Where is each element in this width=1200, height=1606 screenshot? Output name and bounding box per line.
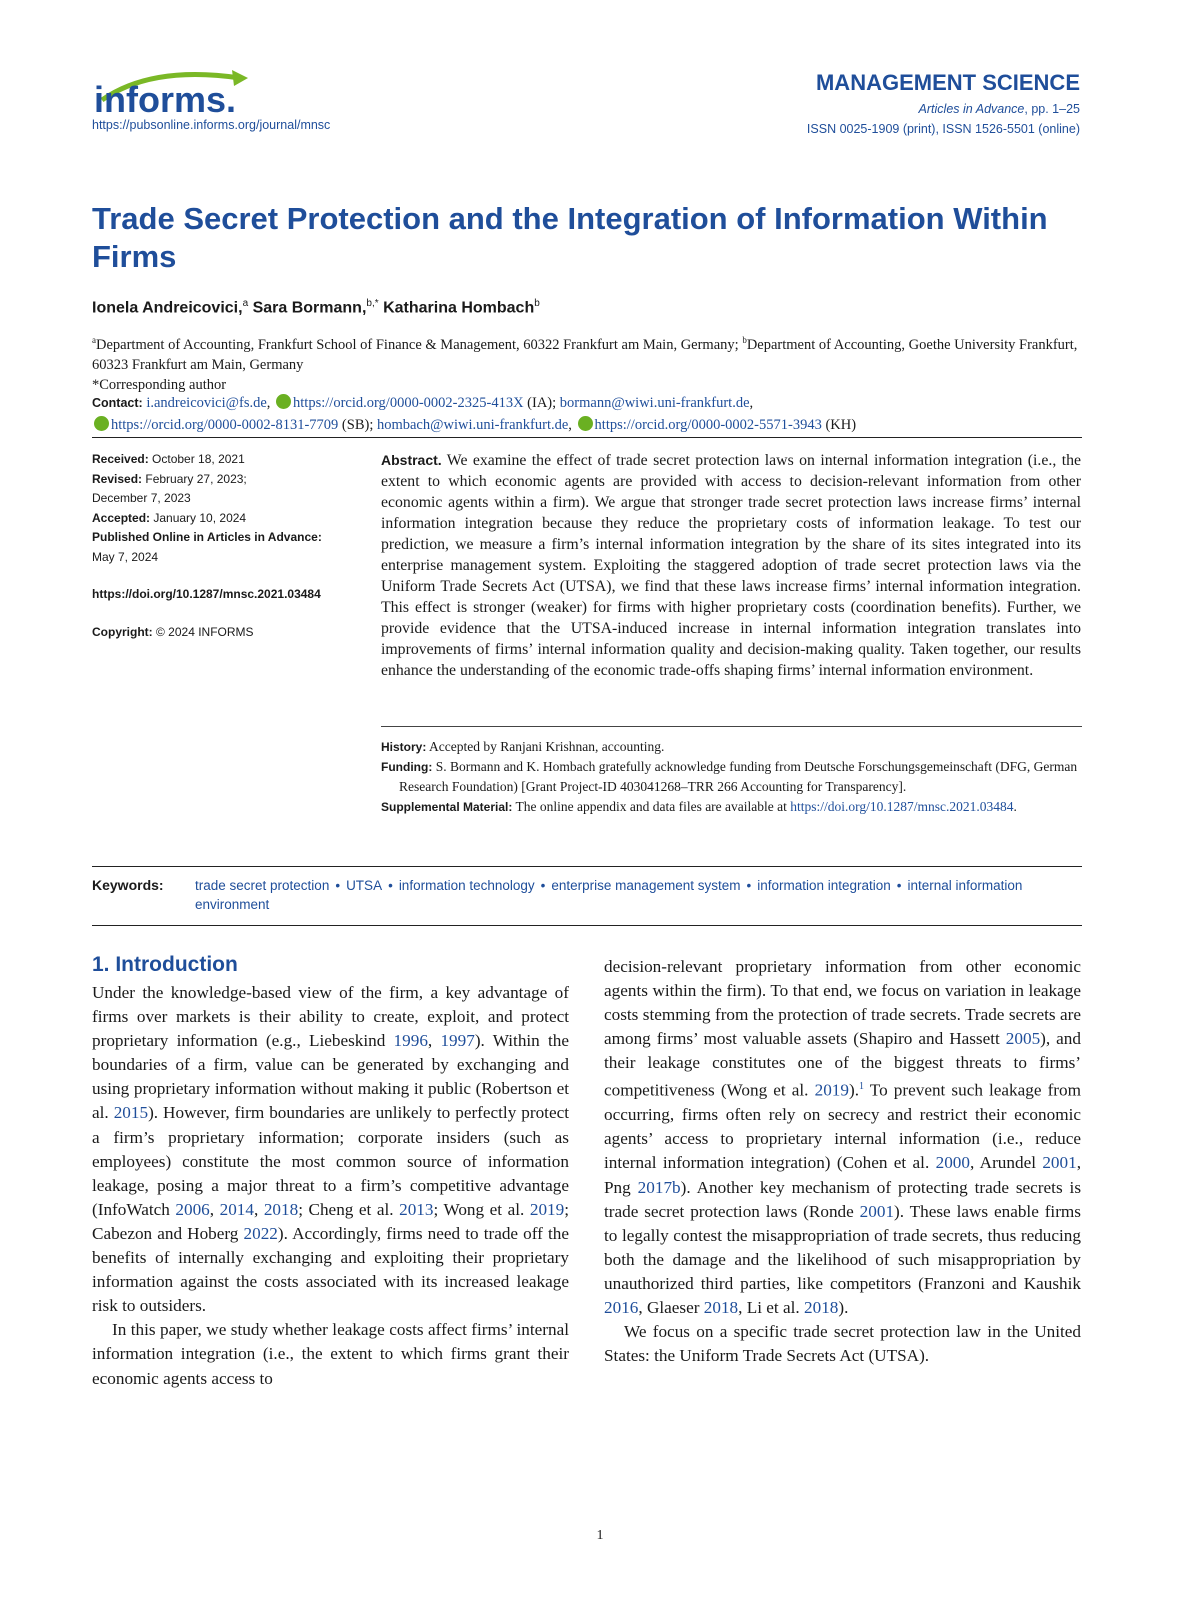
journal-block [807, 70, 1080, 136]
text: To prevent such leakage from occurring, firms often rely on secrecy and restrict their economic agents’ access to proprietary internal information (i.e., reduce internal information integration) (Cohen et al. [604, 1081, 1081, 1173]
author-3-sup: b [534, 298, 540, 309]
revised-label: Revised: [92, 471, 143, 486]
doi-link[interactable]: https://doi.org/10.1287/mnsc.2021.03484 [92, 587, 321, 601]
supplemental-link[interactable]: https://doi.org/10.1287/mnsc.2021.03484 [790, 799, 1014, 814]
text: , Png [604, 1153, 1081, 1197]
orcid-2-tag: (SB); [338, 417, 377, 433]
aff-b-sup: b [742, 335, 747, 345]
text: ; Wong et al. [433, 1199, 530, 1219]
journal-url-link[interactable]: https://pubsonline.informs.org/journal/mnsc [92, 118, 331, 132]
contact-label: Contact: [92, 396, 143, 410]
article-notes [381, 737, 1081, 817]
history-text: Accepted by Ranjani Krishnan, accounting. [426, 739, 665, 754]
citation-link[interactable]: 1996 [393, 1031, 428, 1051]
logo-text: informs. [94, 79, 237, 120]
keyword-link[interactable]: information integration [757, 878, 891, 893]
citation-link[interactable]: 2013 [399, 1199, 434, 1219]
divider-keywords-top [92, 866, 1082, 867]
section-heading: 1. Introduction [92, 953, 238, 976]
text: , Li et al. [738, 1298, 805, 1318]
keywords-label: Keywords: [92, 877, 164, 893]
accepted-label: Accepted: [92, 510, 151, 525]
paragraph-1 [92, 981, 569, 1318]
aff-a-sup: a [92, 335, 96, 345]
keyword-list [195, 876, 1075, 914]
footnote-link[interactable]: 1 [859, 1081, 864, 1093]
journal-issue-line [807, 102, 1080, 116]
page-number: 1 [596, 1528, 604, 1543]
contact-block: Contact: i.andreicovici@fs.de, https://orcid.org/0000-0002-2325-413X (IA); bormann@wiwi.uni-frankfurt.de, https://orcid.org/0000-0002-8131-7709 (SB); hombach@wiwi.uni-frankfurt.de, https://orcid.org/0000-0002-5571-3943 (KH) [92, 395, 857, 433]
text: ; Cheng et al. [298, 1199, 400, 1219]
supplemental-end: . [1013, 799, 1017, 814]
citation-link[interactable]: 2015 [113, 1103, 149, 1123]
orcid-link-1[interactable]: https://orcid.org/0000-0002-2325-413X [293, 395, 524, 411]
orcid-icon [578, 416, 593, 431]
text: ). Within the boundaries of a firm, value can be generated by exchanging and using proprietary information without making it public (Robertson et al. [92, 1031, 569, 1123]
paragraph-4: We focus on a specific trade secret protection law in the United States: the Uniform Trade Secrets Act (UTSA). [604, 1322, 1081, 1366]
received-date: October 18, 2021 [148, 452, 245, 466]
text: ; Cabezon and Hoberg [92, 1199, 569, 1243]
articles-in-advance: Articles in Advance [918, 102, 1025, 116]
aff-a-text: Department of Accounting, Frankfurt School of Finance & Management, 60322 Frankfurt am Main, Germany; [96, 336, 743, 353]
text: , Glaeser [638, 1298, 704, 1318]
keyword-link[interactable]: internal information environment [195, 878, 1023, 912]
author-list [92, 298, 540, 317]
citation-link[interactable]: 2018 [804, 1298, 839, 1318]
email-link-1[interactable]: i.andreicovici@fs.de [146, 395, 267, 411]
text: , [253, 1199, 264, 1219]
published-date: May 7, 2024 [92, 549, 159, 564]
journal-name: MANAGEMENT SCIENCE [815, 70, 1080, 95]
orcid-icon [94, 416, 109, 431]
orcid-icon [276, 394, 291, 409]
citation-link[interactable]: 2018 [263, 1199, 299, 1219]
journal-issn: ISSN 0025-1909 (print), ISSN 1526-5501 (online) [806, 122, 1080, 136]
published-label: Published Online in Articles in Advance: [92, 530, 322, 544]
divider-abstract [381, 726, 1082, 727]
citation-link[interactable]: 2001 [859, 1201, 895, 1221]
citation-link[interactable]: 2000 [935, 1153, 970, 1173]
text: , [427, 1031, 441, 1051]
received-label: Received: [92, 452, 149, 466]
citation-link[interactable]: 2016 [604, 1298, 639, 1318]
orcid-1-tag: (IA); [523, 395, 560, 411]
orcid-3-tag: (KH) [821, 417, 857, 433]
author-2-sup: b,* [366, 298, 379, 309]
citation-link[interactable]: 2006 [175, 1199, 210, 1219]
email-link-2[interactable]: bormann@wiwi.uni-frankfurt.de [559, 395, 750, 411]
citation-link[interactable]: 2001 [1042, 1153, 1077, 1173]
body-column-left [92, 981, 569, 1391]
citation-link[interactable]: 2019 [814, 1081, 849, 1101]
text: ). However, firm boundaries are unlikely to perfectly protect a firm’s proprietary information; corporate insiders (such as employees) constitute the most common source of information leakage, posing a major threat to a firm’s competitive advantage (InfoWatch [92, 1103, 569, 1219]
citation-link[interactable]: 2018 [703, 1298, 739, 1318]
text: ). These laws enable firms to legally contest the misappropriation of trade secrets, thus reducing both the damage and the likelihood of such misappropriation by unauthorized third parties, like competitors (Franzoni and Kaushik [604, 1201, 1081, 1293]
affiliations [92, 330, 1092, 395]
divider-top [92, 437, 1082, 438]
body-column-right [604, 955, 1081, 1368]
funding-text: S. Bormann and K. Hombach gratefully acknowledge funding from Deutsche Forschungsgemeinschaft (DFG, German Research Foundation) [Grant Project-ID 403041268–TRR 266 Accounting for Transparency]. [399, 759, 1078, 794]
abstract-text: We examine the effect of trade secret protection laws on internal information integration (i.e., the extent to which economic agents are provided with access to decision-relevant information from other economic agents within a firm). We argue that stronger trade secret protection laws increase firms’ internal information integration because they reduce the proprietary costs of information leakage. To test our prediction, we measure a firm’s internal information integration by the share of its sites integrated into its enterprise management system. Exploiting the staggered adoption of trade secret protection laws via the Uniform Trade Secrets Act (UTSA), we find that these laws increase firms’ internal information integration. This effect is stronger (weaker) for firms with higher proprietary costs (coordination benefits). Further, we provide evidence that the UTSA-induced increase in internal information integration translates into improvements of firms’ internal information quality and decision-making quality. Taken together, our results enhance the understanding of the economic trade-offs shaping firms’ internal information environment. [381, 452, 1081, 679]
keyword-link[interactable]: trade secret protection [195, 878, 330, 893]
keyword-separator: • [896, 878, 902, 893]
corresponding-author: *Corresponding author [92, 376, 227, 393]
author-1: Ionela Andreicovici, [92, 299, 243, 317]
keyword-link[interactable]: information technology [398, 878, 535, 893]
supplemental-label: Supplemental Material: [381, 800, 513, 814]
abstract-label: Abstract. [381, 452, 442, 468]
citation-link[interactable]: 2005 [1005, 1029, 1041, 1049]
revised-date-2: December 7, 2023 [92, 491, 191, 505]
supplemental-text: The online appendix and data files are available at [512, 799, 791, 814]
author-3: Katharina Hombach [378, 299, 535, 317]
keyword-link[interactable]: enterprise management system [551, 878, 741, 893]
email-link-3[interactable]: hombach@wiwi.uni-frankfurt.de [376, 417, 569, 433]
divider-keywords-bottom [92, 925, 1082, 926]
history-label: History: [381, 740, 427, 754]
keyword-separator: • [388, 878, 393, 893]
author-1-sup: a [242, 298, 249, 309]
page-range: , pp. 1–25 [1024, 102, 1080, 116]
copyright-text: © 2024 INFORMS [152, 624, 254, 639]
citation-link[interactable]: 2014 [219, 1199, 254, 1219]
author-2: Sara Bormann, [248, 299, 367, 317]
article-title: Trade Secret Protection and the Integration of Information Within Firms [92, 201, 1048, 274]
article-history-meta [92, 450, 362, 642]
text: ). Accordingly, firms need to trade off the benefits of internally exchanging and exploiting their proprietary information against the costs associated with its increased leakage risk to outsiders. [92, 1223, 569, 1316]
text: , Arundel [969, 1153, 1043, 1173]
text: ), and their leakage constitutes one of the biggest threats to firms’ competitiveness (Wong et al. [604, 1029, 1081, 1101]
orcid-link-3[interactable]: https://orcid.org/0000-0002-5571-3943 [594, 417, 822, 433]
text: ). Another key mechanism of protecting trade secrets is trade secret protection laws (Ronde [604, 1177, 1082, 1221]
paragraph-3: decision-relevant proprietary information from other economic agents within the firm). To that end, we focus on variation in leakage costs stemming from the protection of trade secrets. Trade secrets are among firms’ most valuable assets (Shapiro and Hassett 2005), and their leakage constitutes one of the biggest threats to firms’ competitiveness (Wong et al. 2019).$^1$ To prevent such leakage from occurring, firms often rely on secrecy and restrict their economic agents’ access to proprietary internal information (i.e., reduce internal information integration) (Cohen et al. 2000, Arundel 2001, Png 2017b). Another key mechanism of protecting trade secrets is trade secret protection laws (Ronde 2001). These laws enable firms to legally contest the misappropriation of trade secrets, thus reducing both the damage and the likelihood of such misappropriation by unauthorized third parties, like competitors (Franzoni and Kaushik 2016, Glaeser 2018, Li et al. 2018). [604, 957, 1082, 1318]
funding-label: Funding: [381, 760, 433, 774]
accepted-date: January 10, 2024 [150, 510, 247, 525]
keyword-separator: • [746, 878, 752, 893]
citation-link[interactable]: 1997 [440, 1031, 475, 1051]
keyword-separator: • [540, 878, 546, 893]
text: ). [838, 1298, 849, 1318]
informs-logo [92, 70, 252, 120]
revised-date: February 27, 2023; [142, 471, 247, 486]
aff-b-text: Department of Accounting, Goethe University Frankfurt, 60323 Frankfurt am Main, Germany [92, 336, 1078, 373]
citation-link[interactable]: 2017b [637, 1177, 681, 1197]
paragraph-2: In this paper, we study whether leakage costs affect firms’ internal information integration (i.e., the extent to which firms grant their economic agents access to [92, 1320, 569, 1388]
orcid-link-2[interactable]: https://orcid.org/0000-0002-8131-7709 [111, 417, 339, 433]
keyword-separator: • [335, 878, 341, 893]
citation-link[interactable]: 2019 [529, 1199, 565, 1219]
text: , [209, 1199, 220, 1219]
citation-link[interactable]: 2022 [243, 1223, 278, 1243]
keyword-link[interactable]: UTSA [346, 878, 383, 893]
abstract [381, 450, 1081, 681]
copyright-label: Copyright: [92, 624, 153, 639]
text: decision-relevant proprietary information from other economic agents within the firm). To that end, we focus on variation in leakage costs stemming from the protection of trade secrets. Trade secrets are among firms’ most valuable assets (Shapiro and Hassett [604, 957, 1081, 1049]
text: Under the knowledge-based view of the firm, a key advantage of firms over markets is their ability to create, exploit, and protect proprietary information (e.g., Liebeskind [92, 983, 569, 1051]
